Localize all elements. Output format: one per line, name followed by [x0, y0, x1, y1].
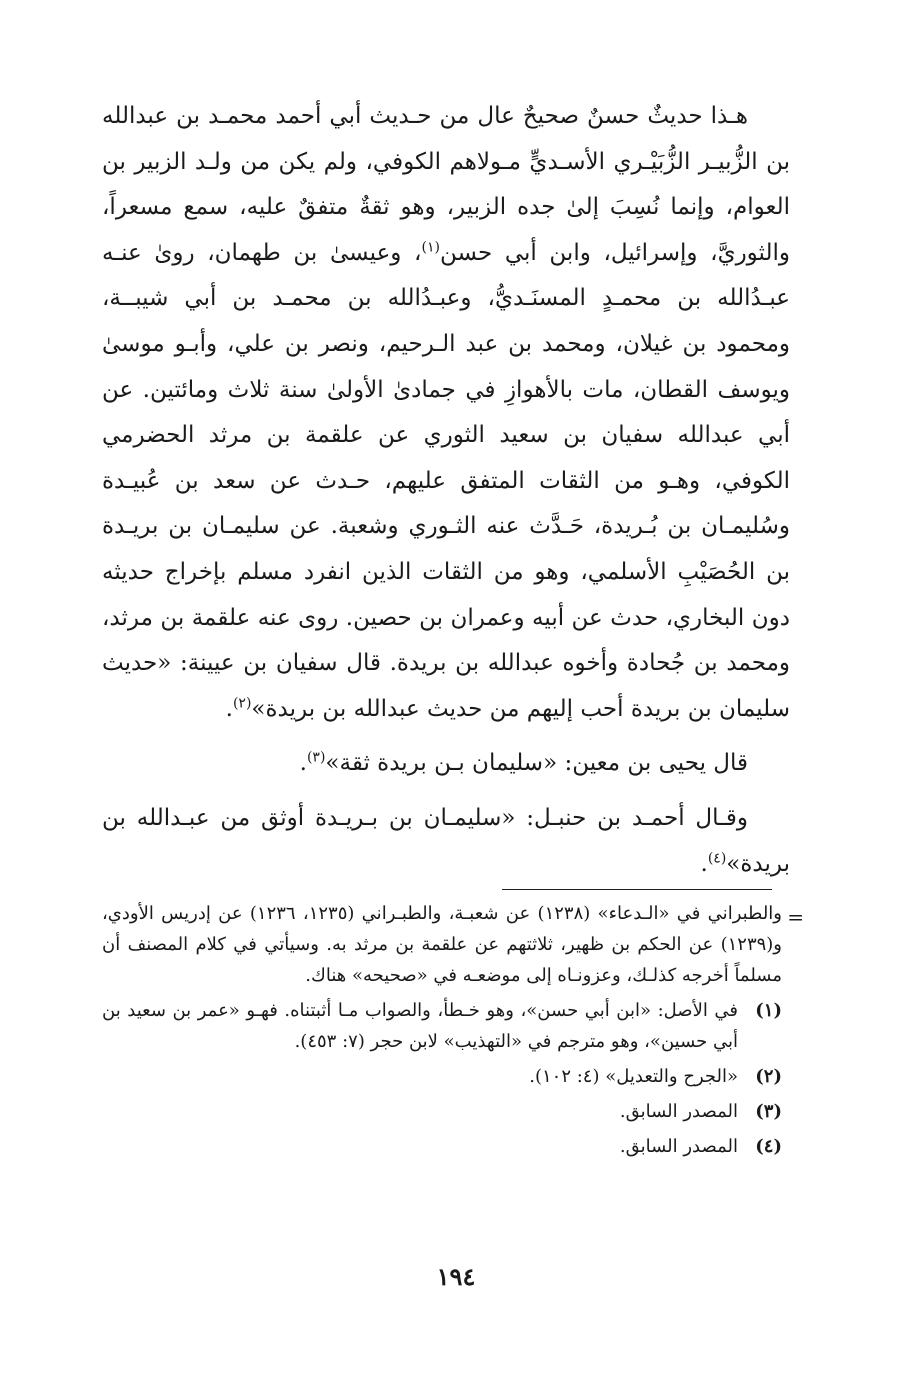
- footnote-ref-2: (٢): [232, 695, 252, 712]
- page-number: ١٩٤: [436, 1262, 476, 1291]
- footnote-number: (٢): [755, 1066, 782, 1087]
- paragraph-3: [102, 796, 790, 887]
- footnote-text: في الأصل: «ابن أبي حسن»، وهو خـطأ، والصواب مـا أثبتناه. فهـو «عمر بن سعيد بن أبي حسين»، وهو مترجم في «التهذيب» لابن حجر (٧: ٤٥٣).: [102, 1000, 738, 1052]
- footnote-ref-4: (٤): [707, 849, 727, 866]
- paragraph-3-text: وقـال أحمـد بن حنبـل: «سليمـان بن بـريـدة أوثق من عبـدالله بن بريدة»: [102, 804, 790, 877]
- footnote-separator: [502, 889, 772, 890]
- paragraph-1-end: .: [225, 695, 233, 722]
- footnote-text: «الجرح والتعديل» (٤: ١٠٢).: [529, 1066, 738, 1087]
- paragraph-2: [102, 741, 790, 787]
- paragraph-1-text-b: ، وعيسىٰ بن طهمان، روىٰ عنـه عبـدُالله بن محمـدٍ المسنَـديُّ، وعبـدُالله بن محمـد بن أبي شيبــة، ومحمود بن غيلان، ومحمد بن عبد الـرحيم، ونصر بن علي، وأبـو موسىٰ ويوسف القطان، مات بالأهوازِ في جمادىٰ الأولىٰ سنة ثلاث ومائتين. عن أبي عبدالله سفيان بن سعيد الثوري عن علقمة بن مرثد الحضرمي الكوفي، وهـو من الثقات المتفق عليهم، حـدث عن سعد بن عُبيـدة وسُليمـان بن بُـريدة، حَـدَّث عنه الثـوري وشعبة. عن سليمـان بن بريـدة بن الحُصَيْبِ الأسلمي، وهو من الثقات الذين انفرد مسلم بإخراج حديثه دون البخاري، حدث عن أبيه وعمران بن حصين. روى عنه علقمة بن مرثد، ومحمد بن جُحادة وأخوه عبدالله بن بريدة. قال سفيان بن عيينة: «حديث سليمان بن بريدة أحب إليهم من حديث عبدالله بن بريدة»: [102, 239, 790, 722]
- footnote-text: المصدر السابق.: [619, 1136, 738, 1157]
- paragraph-2-text: قال يحيى بن معين: «سليمان بـن بريدة ثقة»: [325, 750, 748, 777]
- footnote-continuation: [102, 898, 782, 991]
- footnote-number: (٤): [755, 1136, 782, 1157]
- footnote-number: (١): [755, 1000, 782, 1021]
- footnote-3: [102, 1096, 782, 1127]
- paragraph-1-text-a: هـذا حديثٌ حسنٌ صحيحٌ عال من حـديث أبي أحمد محمـد بن عبدالله بن الزُّبيـر الزُّبَيْـري الأسـديٍّ مـولاهم الكوفي، ولم يكن من ولـد الزبير بن العوام، وإنما نُسِبَ إلىٰ جده الزبير، وهو ثقةٌ متفقٌ عليه، سمع مسعراً، والثوريَّ، وإسرائيل، وابن أبي حسن: [102, 103, 790, 266]
- footnotes: [102, 898, 782, 1166]
- footnote-continuation-text: والطبراني في «الـدعاء» (١٢٣٨) عن شعبـة، والطبـراني (١٢٣٥، ١٢٣٦) عن إدريس الأودي، و(١٢٣٩) عن الحكم بن ظهير، ثلاثتهم عن علقمة بن مرثد به. وسيأتي في كلام المصنف أن مسلماً أخرجه كذلـك، وعزونـاه إلى موضعـه في «صحيحه» هناك.: [102, 903, 782, 986]
- footnote-number: (٣): [755, 1101, 782, 1122]
- paragraph-3-end: .: [700, 850, 708, 877]
- paragraph-1: [102, 94, 790, 732]
- footnote-ref-1: (١): [421, 239, 440, 256]
- footnote-1: [102, 995, 782, 1057]
- footnote-text: المصدر السابق.: [619, 1101, 738, 1122]
- paragraph-2-end: .: [299, 750, 307, 777]
- footnote-4: [102, 1131, 782, 1162]
- footnote-ref-3: (٣): [306, 749, 326, 766]
- continuation-marker: =: [787, 905, 804, 929]
- main-text: [102, 94, 790, 887]
- footnote-2: [102, 1061, 782, 1092]
